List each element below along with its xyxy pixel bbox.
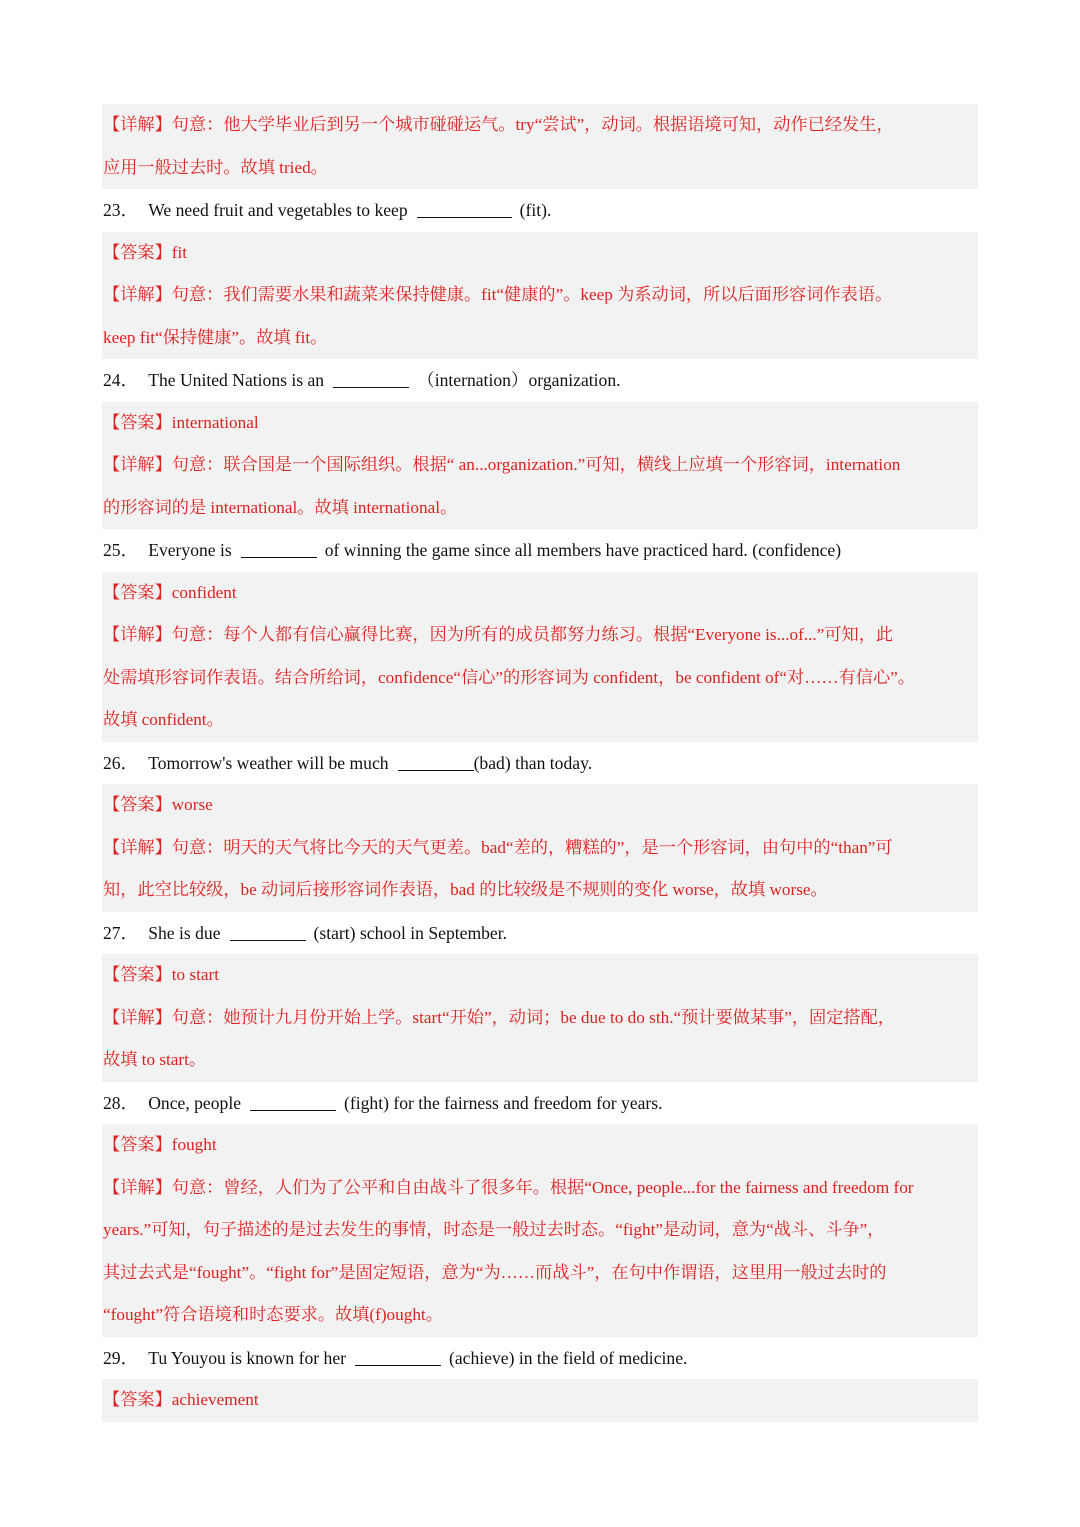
answer-block-25 <box>102 572 978 742</box>
explanation-line: 【详解】句意：他大学毕业后到另一个城市碰碰运气。try“尝试”，动词。根据语境可知，动作已经发生， <box>103 115 894 134</box>
answer-line: 【答案】fit <box>103 242 188 262</box>
answer-line: 【答案】achievement <box>103 1390 259 1409</box>
question-number: 23． <box>103 200 139 220</box>
question-28 <box>102 1082 978 1125</box>
explanation-line: 的形容词的是 international。故填 international。 <box>103 497 458 517</box>
question-text-before: We need fruit and vegetables to keep <box>148 200 408 220</box>
question-text-after: (achieve) in the field of medicine. <box>449 1347 688 1368</box>
answer-blank <box>241 537 317 558</box>
question-text-after: (fit). <box>519 200 552 220</box>
question-text-after: （internation）organization. <box>417 370 621 390</box>
question-text-after: (fight) for the fairness and freedom for years. <box>344 1092 663 1113</box>
question-text-before: She is due <box>148 922 221 943</box>
question-25 <box>102 529 978 572</box>
answer-line: 【答案】confident <box>103 582 237 602</box>
explanation-line: 应用一般过去时。故填 tried。 <box>103 157 328 177</box>
answer-block-27 <box>102 954 978 1082</box>
answer-line: 【答案】fought <box>103 1135 217 1154</box>
question-number: 24． <box>103 370 139 390</box>
question-text-before: Tu Youyou is known for her <box>148 1347 347 1368</box>
explanation-line: 【详解】句意：我们需要水果和蔬菜来保持健康。fit“健康的”。keep 为系动词，所以后面形容词作表语。 <box>103 285 893 304</box>
question-24 <box>102 359 978 402</box>
explanation-line: 【详解】句意：每个人都有信心赢得比赛，因为所有的成员都努力练习。根据“Everyone is...of...”可知，此 <box>103 625 894 644</box>
answer-block-23 <box>102 232 978 360</box>
explanation-line: keep fit“保持健康”。故填 fit。 <box>103 327 328 347</box>
answer-blank <box>417 197 512 218</box>
explanation-line: years.”可知，句子描述的是过去发生的事情，时态是一般过去时态。“fight”是动词，意为“战斗、斗争”， <box>103 1220 885 1239</box>
question-text-after: (bad) than today. <box>473 752 593 773</box>
answer-blank <box>398 750 474 771</box>
answer-key-content <box>102 104 978 1422</box>
answer-blank <box>230 920 306 941</box>
explanation-block-22 <box>102 104 978 189</box>
explanation-line: 【详解】句意：她预计九月份开始上学。start“开始”，动词；be due to do sth.“预计要做某事”，固定搭配， <box>103 1007 895 1027</box>
question-number: 28． <box>103 1092 139 1113</box>
question-23 <box>102 189 978 232</box>
answer-block-26 <box>102 784 978 912</box>
explanation-line: 【详解】句意：明天的天气将比今天的天气更差。bad“差的，糟糕的”，是一个形容词，由句中的“than”可 <box>103 837 893 857</box>
explanation-line: 其过去式是“fought”。“fight for”是固定短语，意为“为……而战斗”，在句中作谓语，这里用一般过去时的 <box>103 1262 887 1282</box>
answer-blank <box>355 1345 441 1366</box>
question-text-before: Tomorrow's weather will be much <box>148 752 389 773</box>
question-29 <box>102 1337 978 1380</box>
question-text-after: of winning the game since all members have practiced hard. (confidence) <box>324 540 842 560</box>
question-text-before: Everyone is <box>148 540 232 560</box>
question-text-after: (start) school in September. <box>313 922 508 943</box>
explanation-line: 处需填形容词作表语。结合所给词，confidence“信心”的形容词为 confident，be confident of“对……有信心”。 <box>103 667 915 687</box>
question-27 <box>102 912 978 955</box>
answer-line: 【答案】international <box>103 412 259 432</box>
question-26 <box>102 742 978 785</box>
explanation-line: “fought”符合语境和时态要求。故填(f)ought。 <box>103 1305 443 1324</box>
answer-blank <box>250 1090 336 1111</box>
answer-line: 【答案】worse <box>103 795 213 814</box>
explanation-line: 故填 to start。 <box>103 1050 207 1069</box>
question-number: 27． <box>103 922 139 943</box>
answer-block-29 <box>102 1379 978 1422</box>
question-text-before: Once, people <box>148 1092 242 1113</box>
question-number: 29． <box>103 1347 139 1368</box>
answer-block-28 <box>102 1124 978 1337</box>
question-number: 25． <box>103 540 139 560</box>
explanation-line: 【详解】句意：曾经，人们为了公平和自由战斗了很多年。根据“Once, people...for the fairness and freedom for <box>103 1177 914 1197</box>
question-text-before: The United Nations is an <box>148 370 325 390</box>
explanation-line: 知，此空比较级，be 动词后接形容词作表语，bad 的比较级是不规则的变化 worse，故填 worse。 <box>103 880 828 899</box>
question-number: 26． <box>103 752 139 773</box>
explanation-line: 【详解】句意：联合国是一个国际组织。根据“ an...organization.”可知，横线上应填一个形容词，internation <box>103 455 901 474</box>
answer-block-24 <box>102 402 978 530</box>
explanation-line: 故填 confident。 <box>103 710 224 729</box>
answer-blank <box>333 367 409 388</box>
answer-line: 【答案】to start <box>103 965 220 984</box>
